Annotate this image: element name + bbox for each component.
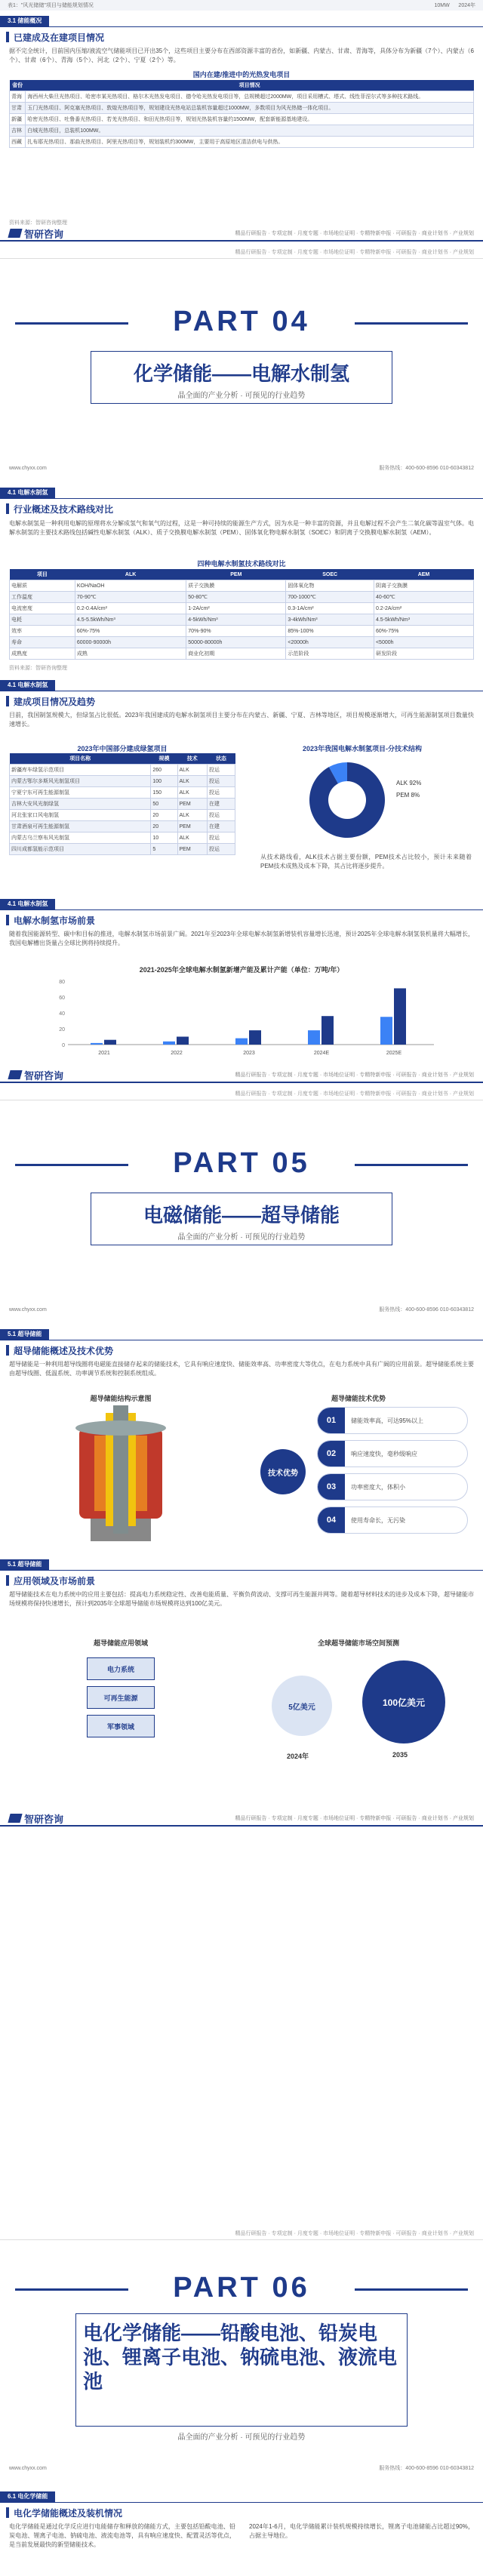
bubble-year: 2024年 [287,1753,309,1760]
province-table [9,80,474,148]
table-row [10,844,235,855]
app-item: 电力系统 [87,1657,155,1680]
bubble-year: 2035 [392,1751,408,1759]
table-cell: 电流密度 [10,603,75,614]
table-cell: 在建 [207,821,235,833]
table-row [10,821,235,833]
table-row [10,91,474,103]
subtitle-bar [6,32,9,42]
subtitle-bar [6,915,9,925]
table-header-cell: 项目 [10,569,75,580]
pie-label: PEM 8% [396,792,420,799]
table-cell: 4.5-5kWh/Nm³ [374,614,473,626]
table-cell: 新疆 [10,114,26,125]
pie-note: 从技术路线看，ALK技术占据主要份额，PEM技术占比较小，预计未来随着PEM技术成熟及成本下降，其占比将逐步提升。 [260,854,472,869]
sc-diagram [38,1405,204,1549]
table-cell: 0.2-0.4A/cm² [75,603,186,614]
subtitle-text: 已建成及在建项目情况 [14,32,105,43]
bar [394,988,406,1045]
cover-footer [0,460,483,475]
table-cell: <20000h [286,637,374,648]
footer-phone: 服务热线：400-600-8596 010-60343812 [379,466,474,471]
footer-site: www.chyxx.com [9,2465,47,2471]
table-cell: ALK [177,765,207,776]
table-cell: 固体氧化物 [286,580,374,592]
subtitle [6,1574,95,1587]
table-row [10,114,474,125]
table-title: 2023年中国部分建成绿氢项目 [77,745,168,752]
subtitle-text: 建成项目情况及趋势 [14,696,96,707]
y-tick-label: 40 [59,1011,65,1017]
table-cell: 内蒙古鄂尔多斯风光制氢项目 [10,776,151,787]
footer [0,1811,483,1827]
table-cell: 70-90℃ [75,592,186,603]
paragraph: 据不完全统计，目前国内压缩/液流空气储能项目已开出35个，这些项目主要分布在西部资源丰富的省份，如新疆、内蒙古、甘肃、青海等，具体分布为新疆（7个）、内蒙古（6个）、甘肃（6个）、青海（5个）、河北（2个）、宁夏（2个）等。 [9,48,475,63]
table-cell: ALK [177,776,207,787]
y-tick-label: 60 [59,996,65,1001]
table-wrap [9,80,474,148]
footer-note: 精品行研报告 · 专项定制 · 月度专题 · 市场地位证明 · 专精特新申报 · 可研报告 · 商业计划书 · 产业规划 [235,1073,474,1078]
table-cell: 商业化初期 [186,648,286,660]
subtitle-bar [6,1345,9,1356]
table-row [10,810,235,821]
section-header [0,2491,483,2503]
paragraph: 目前，我国制氢规模大，但绿氢占比很低。2023年我国建成的电解水制氢项目主要分布在内蒙古、新疆、宁夏、吉林等地区，项目规模逐渐增大，可再生能源制氢项目数量快速增长。 [9,712,474,728]
table-header-cell: 技术 [177,753,207,765]
table-cell: 寿命 [10,637,75,648]
y-tick-label: 0 [62,1043,65,1048]
table-header-cell: ALK [75,569,186,580]
footer-phone: 服务热线：400-600-8596 010-60343812 [379,1307,474,1313]
section-header [0,1328,483,1340]
adv-text: 响应速度快，毫秒级响应 [351,1450,417,1457]
table-cell: 西藏 [10,137,26,148]
table-cell: 研发阶段 [374,648,473,660]
table-cell: 100 [151,776,177,787]
table-cell: 4-5kWh/Nm³ [186,614,286,626]
bar [163,1042,175,1045]
table-cell: 50000-80000h [186,637,286,648]
table-header-cell: 项目情况 [26,80,474,91]
adv-item [317,1473,468,1500]
bubble-large-value: 100亿美元 [382,1697,426,1708]
table-cell: 甘肃 [10,103,26,114]
adv-item [317,1407,468,1434]
table-cell: <5000h [374,637,473,648]
image-title: 超导储能结构示意图 [90,1395,152,1402]
subtitle-bar [6,1575,9,1586]
section-tag: 5.1 超导储能 [0,1559,49,1570]
table-cell: 示范阶段 [286,648,374,660]
section-header [0,15,483,27]
part-title: 电化学储能——铅酸电池、铅炭电池、锂离子电池、钠硫电池、液流电池 [83,2322,398,2393]
section-tag: 4.1 电解水制氢 [0,680,55,691]
pie-title: 2023年我国电解水制氢项目-分技术结构 [302,745,423,752]
footer-note: 精品行研报告 · 专项定制 · 月度专题 · 市场地位证明 · 专精特新申报 · 可研报告 · 商业计划书 · 产业规划 [235,1816,474,1821]
table-cell: 5 [151,844,177,855]
table-row [10,137,474,148]
table-row [10,580,474,592]
part-title: 化学储能——电解水制氢 [133,362,349,385]
table-cell: 0.3-1A/cm² [286,603,374,614]
table-cell: PEM [177,799,207,810]
topbar-note: 精品行研报告 · 专项定制 · 月度专题 · 市场地位证明 · 专精特新申报 · 可研报告 · 商业计划书 · 产业规划 [235,1091,474,1097]
table-cell: 电耗 [10,614,75,626]
table-row [10,799,235,810]
table-cell: 50 [151,799,177,810]
table-cell: 60%-75% [374,626,473,637]
adv-number: 01 [318,1407,345,1434]
table-cell: 40-60℃ [374,592,473,603]
subtitle-text: 行业概述及技术路线对比 [14,503,114,515]
mkt-title: 全球超导储能市场空间预测 [317,1639,399,1647]
subtitle [6,913,95,927]
section-tag: 3.1 储能概况 [0,16,49,26]
table-row [10,103,474,114]
footer-site: www.chyxx.com [9,465,47,471]
subtitle-bar [6,2507,9,2518]
table-cell: 白城光热项目，总装机100MW。 [26,125,474,137]
app-item: 可再生能源 [87,1686,155,1709]
footer [0,226,483,242]
part-number: PART 06 [0,2272,483,2304]
footer-note: 精品行研报告 · 专项定制 · 月度专题 · 市场地位证明 · 专精特新申报 · 可研报告 · 商业计划书 · 产业规划 [235,231,474,236]
subtitle-text: 电化学储能概述及装机情况 [14,2507,123,2519]
table-cell: 投运 [207,787,235,799]
logo: 智研咨询 [9,1068,63,1082]
table-cell: 效率 [10,626,75,637]
logo: 智研咨询 [9,226,63,241]
app-title: 超导储能应用领域 [93,1639,148,1647]
part-subtitle: 晶全面的产业分析 · 可预见的行业趋势 [177,1233,306,1242]
table-header-cell: AEM [374,569,473,580]
subtitle-bar [6,503,9,514]
subtitle [6,2506,122,2519]
bar [308,1030,320,1045]
chart-title: 2021-2025年全球电解水制氢新增产能及累计产能（单位：万吨/年） [139,966,344,974]
adv-text: 使用寿命长，无污染 [351,1516,405,1524]
table-cell: ALK [177,833,207,844]
section-header [0,487,483,499]
bar [235,1039,248,1045]
table-cell: 投运 [207,810,235,821]
logo-mark [8,229,22,238]
strip-year: 2024年 [458,3,475,8]
table-cell: 在建 [207,799,235,810]
pie-chart [302,755,423,845]
table-header-cell: 状态 [207,753,235,765]
bar [104,1040,116,1045]
table-cell: 新疆库车绿氢示范项目 [10,765,151,776]
app-list [23,1651,219,1743]
logo-mark [8,1070,22,1079]
table-cell: 20 [151,810,177,821]
footer [0,1068,483,1083]
adv-list [317,1407,468,1540]
subtitle [6,1343,113,1357]
bar [91,1043,103,1045]
adv-title: 超导储能技术优势 [331,1395,386,1402]
table-cell: 投运 [207,844,235,855]
adv-text: 功率密度大，体积小 [351,1483,405,1491]
table-cell: 0.2-2A/cm² [374,603,473,614]
section-header [0,679,483,691]
table-cell: 四川成都氢能示范项目 [10,844,151,855]
table-header-cell: 规模 [151,753,177,765]
table-cell: 吉林大安风光制绿氢 [10,799,151,810]
adv-number: 03 [318,1473,345,1500]
table-cell: 工作温度 [10,592,75,603]
table-row [10,776,235,787]
paragraph: 超导储能是一种利用超导线圈将电磁能直接储存起来的储能技术，它具有响应速度快、储能效率高、功率密度大等优点，在电力系统中具有广阔的应用前景。超导储能系统主要由超导线圈、低温系统、功率调节系统和控制系统组成。 [9,1361,474,1377]
x-tick-label: 2021 [98,1051,110,1056]
part-cover [0,2227,483,2483]
table-row [10,637,474,648]
table-cell: 4.5-5.5kWh/Nm³ [75,614,186,626]
subtitle-text: 电解水制氢市场前景 [14,915,96,926]
x-tick-label: 2025E [386,1051,402,1056]
table-cell: 成熟 [75,648,186,660]
part-number: PART 05 [0,1147,483,1180]
bar [249,1030,261,1045]
section-tag: 4.1 电解水制氢 [0,488,55,498]
table-row [10,603,474,614]
x-tick-label: 2022 [171,1051,183,1056]
bubble-small [272,1676,332,1736]
section-tag: 6.1 电化学储能 [0,2491,55,2502]
table-wrap [9,753,235,855]
table-cell: 河北张家口风电制氢 [10,810,151,821]
bubble-small-value: 5亿美元 [288,1703,315,1712]
table-row [10,833,235,844]
x-tick-label: 2023 [243,1051,255,1056]
table-cell: ALK [177,810,207,821]
table-cell: 海西州大柴旦光热项目、哈密市某光热项目、格尔木光热发电项目、德令哈光热发电项目等，总规模超过2000MW，项目采用槽式、塔式、线性菲涅尔式等多种技术路线。 [26,91,474,103]
section-tag: 4.1 电解水制氢 [0,899,55,909]
section-header [0,1559,483,1571]
table-cell: 扎布耶光热项目、那曲光热项目、阿里光热项目等，规划装机约300MW，主要用于高原地区清洁供电与供热。 [26,137,474,148]
table-cell: 阴离子交换膜 [374,580,473,592]
table-cell: 投运 [207,776,235,787]
table-cell: 吉林 [10,125,26,137]
bubble-large [362,1660,445,1743]
table-cell: 85%-100% [286,626,374,637]
cover-footer [0,2461,483,2476]
table-cell: 50-80℃ [186,592,286,603]
table-wrap [9,569,474,660]
part-cover [0,245,483,479]
cover-topbar [0,1087,483,1100]
paragraph: 电解水制氢是一种利用电解的原理将水分解成氢气和氧气的过程，这是一种可持续的能源生产方式，因为水是一种丰富的资源，并且电解过程不会产生二氧化碳等温室气体。电解水制氢的主要技术路线包括碱性电解水制氢（ALK）、质子交换膜电解水制氢（PEM）、固体氧化物电解水制氢（SOEC）和阴离子交换膜电解水制氢（AEM）。 [9,520,474,536]
x-tick-label: 2024E [313,1051,330,1056]
paragraph: 电化学储能是通过化学反应进行电能储存和释放的储能方式，主要包括铅酸电池、铅炭电池、锂离子电池、钠硫电池、液流电池等，具有响应速度快、配置灵活等优点，是当前发展最快的新型储能技术。 [9,2523,235,2548]
adv-item [317,1440,468,1467]
footer-site: www.chyxx.com [9,1306,47,1313]
table-cell: 投运 [207,765,235,776]
bar [177,1037,189,1045]
y-tick-label: 80 [59,980,65,985]
table-cell: 宁夏宁东可再生能源制氢 [10,787,151,799]
subtitle-text: 应用领域及市场前景 [14,1575,96,1587]
table-cell: 青海 [10,91,26,103]
table-title: 四种电解水制氢技术路线对比 [197,560,286,568]
section-tag: 5.1 超导储能 [0,1329,49,1340]
table-row [10,765,235,776]
subtitle-bar [6,696,9,706]
adv-item [317,1507,468,1534]
part-cover [0,1087,483,1321]
strip-text: 表1："风光储储"项目与储能规划情况 [8,3,94,8]
topbar-note: 精品行研报告 · 专项定制 · 月度专题 · 市场地位证明 · 专精特新申报 · 可研报告 · 商业计划书 · 产业规划 [235,249,474,255]
table-cell: PEM [177,844,207,855]
source-note: 资料来源：智研咨询整理 [9,220,67,226]
table-header-cell: 省份 [10,80,26,91]
bar [321,1016,334,1045]
table-header-cell: PEM [186,569,286,580]
table-cell: KOH/NaOH [75,580,186,592]
bar-chart [45,975,438,1058]
paragraph: 超导储能技术在电力系统中的应用主要包括：提高电力系统稳定性、改善电能质量、平衡负荷波动、支撑可再生能源并网等。随着超导材料技术的进步及成本下降，超导储能市场规模将保持快速增长，预计到2035年全球超导储能市场规模将达到100亿美元。 [9,1591,474,1607]
table-header-cell: 项目名称 [10,753,151,765]
table-title: 国内在建/推进中的光热发电项目 [192,71,291,78]
table-cell: PEM [177,821,207,833]
strip-value: 10MW [434,3,450,8]
table-cell: ALK [177,787,207,799]
table-cell: 电解质 [10,580,75,592]
tech-table [9,569,474,660]
table-cell: 内蒙古乌兰察布风光制氢 [10,833,151,844]
subtitle [6,30,104,44]
table-cell: 投运 [207,833,235,844]
logo-mark [8,1814,22,1823]
cover-topbar [0,245,483,259]
table-cell: 60000-90000h [75,637,186,648]
cover-topbar [0,2227,483,2240]
subtitle [6,502,113,516]
table-cell: 甘肃酒泉可再生能源制氢 [10,821,151,833]
adv-number: 04 [318,1507,345,1534]
table-cell: 70%-90% [186,626,286,637]
project-table [9,753,235,855]
part-number: PART 04 [0,306,483,338]
app-item: 军事领域 [87,1715,155,1737]
footer-phone: 服务热线：400-600-8596 010-60343812 [379,2466,474,2471]
topbar-note: 精品行研报告 · 专项定制 · 月度专题 · 市场地位证明 · 专精特新申报 · 可研报告 · 商业计划书 · 产业规划 [235,2230,474,2236]
part-subtitle: 晶全面的产业分析 · 可预见的行业趋势 [177,2433,306,2442]
paragraph: 随着我国能源转型、碳中和目标的推进，电解水制氢市场前景广阔。2021年至2023年全球电解水制氢新增装机容量增长迅速，预计2025年全球电解水制氢装机量将大幅增长，我国电解槽出货量占全球比例将持续提升。 [9,931,474,946]
section-header [0,898,483,910]
table-row [10,787,235,799]
part-subtitle: 晶全面的产业分析 · 可预见的行业趋势 [177,392,306,400]
table-cell: 20 [151,821,177,833]
table-row [10,626,474,637]
adv-text: 储能效率高，可达95%以上 [351,1417,424,1424]
table-cell: 质子交换膜 [186,580,286,592]
table-cell: 成熟度 [10,648,75,660]
adv-number: 02 [318,1440,345,1467]
bar [380,1017,392,1045]
table-row [10,125,474,137]
table-row [10,648,474,660]
subtitle [6,694,95,708]
top-strip [0,0,483,11]
table-cell: 150 [151,787,177,799]
pie-label: ALK 92% [396,780,422,786]
part-title: 电磁储能——超导储能 [143,1204,340,1226]
table-cell: 260 [151,765,177,776]
table-cell: 60%-75% [75,626,186,637]
table-cell: 玉门光热项目、阿克塞光热项目、敦煌光热项目等，规划建设光热电站总装机容量超过1000MW，多数项目为风光热储一体化项目。 [26,103,474,114]
table-cell: 3-4kWh/Nm³ [286,614,374,626]
cover-footer [0,1302,483,1317]
source-note: 资料来源：智研咨询整理 [9,666,67,671]
strip-right [435,2,475,9]
table-cell: 700-1000℃ [286,592,374,603]
y-tick-label: 20 [59,1027,65,1033]
table-cell: 1-2A/cm² [186,603,286,614]
logo: 智研咨询 [9,1811,63,1826]
table-cell: 哈密光热项目、吐鲁番光热项目、若羌光热项目、和田光热项目等，规划光热装机容量约1500MW，配套新能源基地建设。 [26,114,474,125]
table-row [10,592,474,603]
table-cell: 10 [151,833,177,844]
adv-center-label: 技术优势 [268,1469,298,1478]
adv-center [260,1449,306,1494]
subtitle-text: 超导储能概述及技术优势 [14,1345,114,1356]
table-row [10,614,474,626]
paragraph-right: 2024年1-6月，电化学储能累计装机规模持续增长，锂离子电池储能占比超过90%，占据主导地位。 [249,2523,474,2539]
table-header-cell: SOEC [286,569,374,580]
